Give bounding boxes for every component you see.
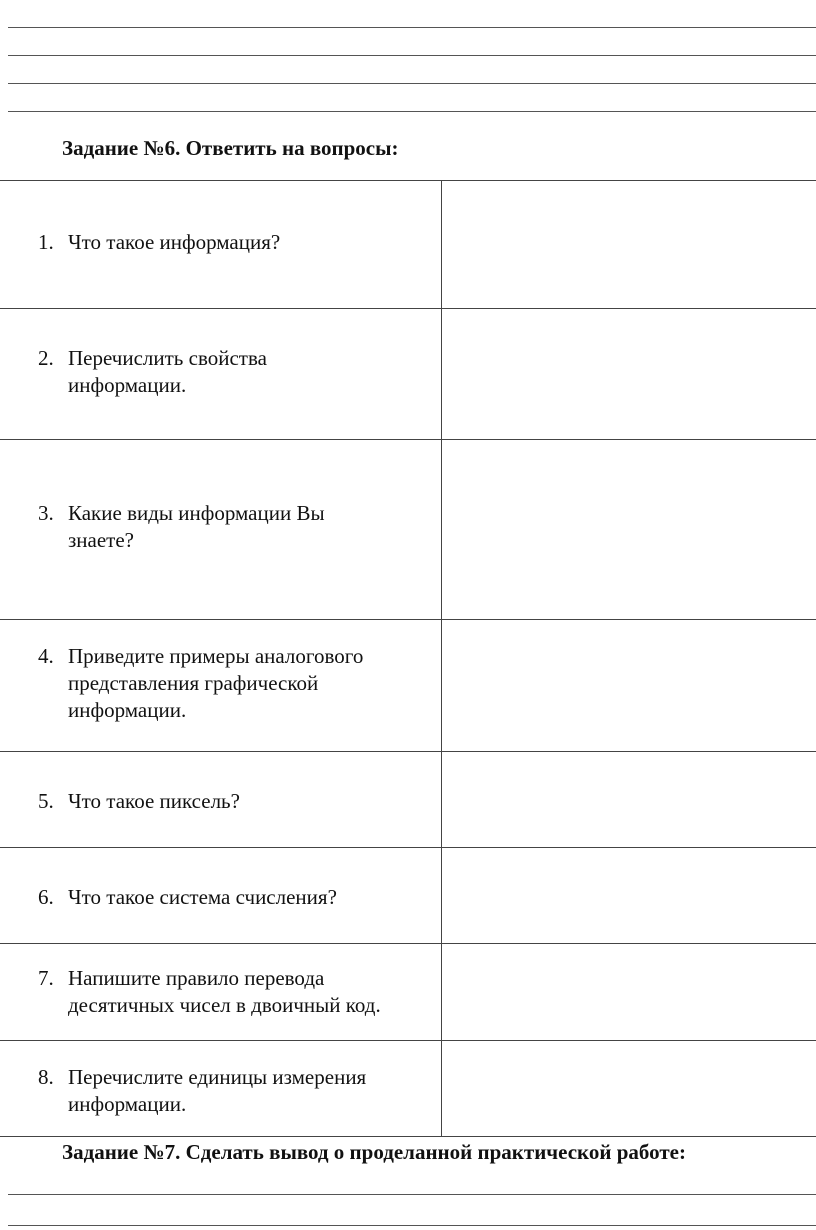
questions-table — [0, 180, 816, 1137]
question-text: Перечислите единицы измерения информации. — [68, 1064, 367, 1116]
question-cell — [0, 848, 442, 944]
question-cell — [0, 181, 442, 309]
question-number: 2. — [38, 346, 54, 370]
table-row — [0, 181, 816, 309]
question-number: 6. — [38, 885, 54, 909]
answer-cell[interactable] — [442, 181, 816, 309]
question-text: Что такое система счисления? — [68, 885, 337, 909]
table-row — [0, 752, 816, 848]
answer-line — [8, 1225, 816, 1226]
table-row — [0, 944, 816, 1041]
question-text: Что такое пиксель? — [68, 789, 240, 813]
table-row — [0, 848, 816, 944]
question-number: 4. — [38, 644, 54, 668]
question-text: Перечислить свойства информации. — [68, 346, 267, 397]
answer-line — [8, 27, 816, 28]
question-text: Напишите правило перевода десятичных чисел в двоичный код. — [68, 966, 381, 1017]
task-6-heading: Задание №6. Ответить на вопросы: — [62, 136, 399, 160]
table-row — [0, 440, 816, 620]
table-row — [0, 1041, 816, 1137]
question-number: 5. — [38, 789, 54, 813]
question-number: 3. — [38, 500, 54, 525]
answer-cell[interactable] — [442, 1041, 816, 1137]
answer-cell[interactable] — [442, 752, 816, 848]
table-row — [0, 620, 816, 752]
answer-cell[interactable] — [442, 944, 816, 1041]
answer-cell[interactable] — [442, 440, 816, 620]
question-text: Какие виды информации Вы знаете? — [68, 500, 325, 552]
question-cell — [0, 620, 442, 752]
question-cell — [0, 1041, 442, 1137]
answer-line — [8, 55, 816, 56]
question-cell — [0, 944, 442, 1041]
answer-cell[interactable] — [442, 620, 816, 752]
question-text: Приведите примеры аналогового представления графической информации. — [68, 644, 364, 722]
answer-line — [8, 111, 816, 112]
answer-line — [8, 83, 816, 84]
answer-cell[interactable] — [442, 309, 816, 440]
question-cell — [0, 752, 442, 848]
question-number: 1. — [38, 230, 54, 254]
question-cell — [0, 440, 442, 620]
question-number: 7. — [38, 966, 54, 990]
table-row — [0, 309, 816, 440]
question-text: Что такое информация? — [68, 230, 281, 254]
answer-line — [8, 1194, 816, 1195]
question-number: 8. — [38, 1064, 54, 1089]
answer-cell[interactable] — [442, 848, 816, 944]
question-cell — [0, 309, 442, 440]
task-7-heading: Задание №7. Сделать вывод о проделанной практической работе: — [62, 1140, 686, 1164]
